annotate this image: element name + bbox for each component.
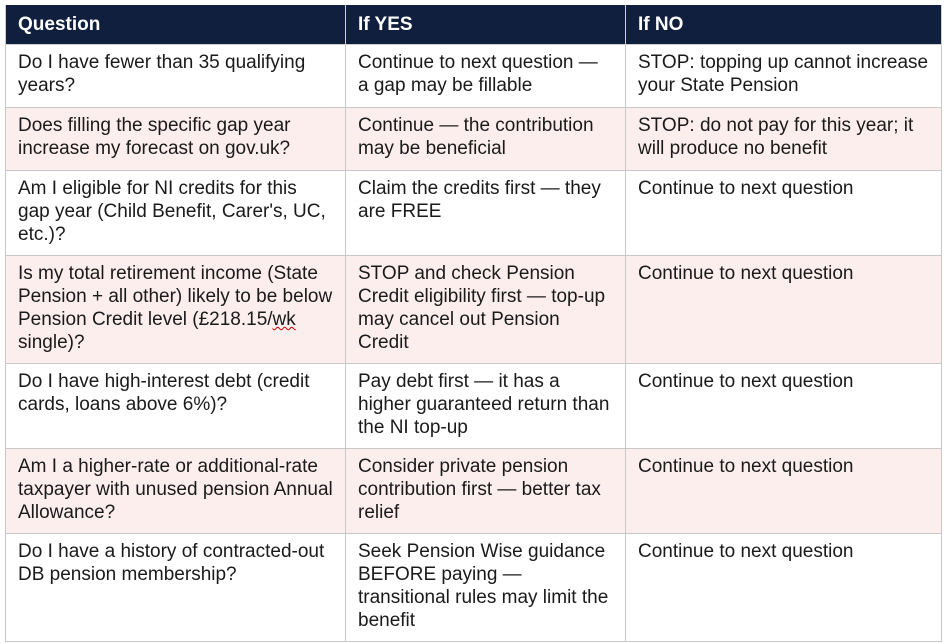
if-yes-cell: STOP and check Pension Credit eligibility first — top-up may cancel out Pension Credit <box>346 256 626 364</box>
header-question: Question <box>6 5 346 45</box>
table-row <box>6 45 942 108</box>
if-yes-cell: Pay debt first — it has a higher guaranteed return than the NI top-up <box>346 364 626 449</box>
table-row <box>6 449 942 534</box>
question-cell: Do I have high-interest debt (credit cards, loans above 6%)? <box>6 364 346 449</box>
table-row <box>6 108 942 171</box>
if-yes-cell: Continue to next question — a gap may be fillable <box>346 45 626 108</box>
question-cell: Am I eligible for NI credits for this gap year (Child Benefit, Carer's, UC, etc.)? <box>6 171 346 256</box>
question-text: Is my total retirement income (State Pension + all other) likely to be below Pension Credit level (£218.15/ <box>18 263 333 330</box>
spellcheck-marked-word: wk <box>272 309 296 330</box>
if-no-cell: Continue to next question <box>626 449 942 534</box>
table-row <box>6 534 942 642</box>
if-yes-cell: Seek Pension Wise guidance BEFORE paying — transitional rules may limit the benefit <box>346 534 626 642</box>
if-no-cell: Continue to next question <box>626 256 942 364</box>
question-cell: Do I have fewer than 35 qualifying years? <box>6 45 346 108</box>
question-cell <box>6 256 346 364</box>
if-yes-cell: Claim the credits first — they are FREE <box>346 171 626 256</box>
table-row <box>6 364 942 449</box>
if-yes-cell: Consider private pension contribution first — better tax relief <box>346 449 626 534</box>
header-if-yes: If YES <box>346 5 626 45</box>
decision-table-container <box>5 5 941 642</box>
table-row <box>6 171 942 256</box>
if-no-cell: Continue to next question <box>626 364 942 449</box>
question-cell: Do I have a history of contracted-out DB pension membership? <box>6 534 346 642</box>
table-header <box>6 5 942 45</box>
decision-table <box>5 5 942 642</box>
table-row <box>6 256 942 364</box>
if-no-cell: STOP: topping up cannot increase your State Pension <box>626 45 942 108</box>
if-no-cell: Continue to next question <box>626 171 942 256</box>
if-no-cell: Continue to next question <box>626 534 942 642</box>
table-body <box>6 45 942 642</box>
header-row <box>6 5 942 45</box>
if-no-cell: STOP: do not pay for this year; it will produce no benefit <box>626 108 942 171</box>
if-yes-cell: Continue — the contribution may be beneficial <box>346 108 626 171</box>
question-cell: Am I a higher-rate or additional-rate taxpayer with unused pension Annual Allowance? <box>6 449 346 534</box>
question-text-end: single)? <box>18 332 85 353</box>
question-cell: Does filling the specific gap year increase my forecast on gov.uk? <box>6 108 346 171</box>
header-if-no: If NO <box>626 5 942 45</box>
